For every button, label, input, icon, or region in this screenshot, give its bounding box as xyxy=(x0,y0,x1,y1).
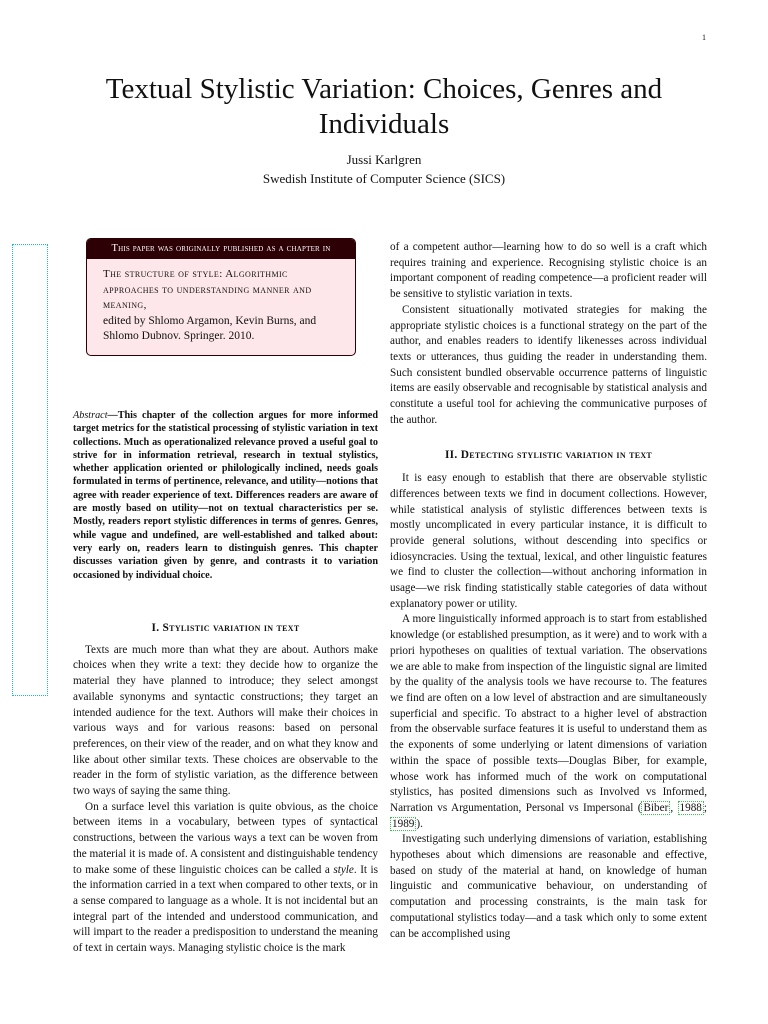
author-affiliation: Swedish Institute of Computer Science (SICS) xyxy=(262,171,506,186)
paragraph-text: A more linguistically informed approach is to start from established knowledge (or established presumption, as it were) and to work with a priori hypotheses on qualities of textual variation. The observations we are able to make from inspection of the linguistic signal are limited by the quality of the analysis tools we have recourse to. The features we find are often on a low level of abstraction and are simultaneously superficial and specific. To abstract to a higher level of abstraction from the observable surface features it is useful to understand them as the exponents of some underlying or latent dimensions of variation within the space of possible texts—Douglas Biber, for example, whose work has informed much of the work on computational stylistics, has posited dimensions such as Involved vs Informed, Narration vs Argumentation, Personal vs Impersonal ( xyxy=(390,613,707,814)
abstract-text: —This chapter of the collection argues for more informed target metrics for the statistical processing of stylistic variation in text collections. Much as operationalized relevance proved a useful goal to strive for in information retrieval, research in textual stylistics, whether application oriented or philologically inclined, needs goals formulated in terms of pertinence, relevance, and utility—notions that agree with reader experience of text. Differences readers are aware of are mostly based on utility—not on textual characteristics per se. Mostly, readers report stylistic differences in terms of genres. Genres, while vague and undefined, are well-established and talked about: very early on, readers learn to distinguish genres. This chapter discusses variation given by genre, and contrasts it to variation occasioned by individual choice. xyxy=(73,410,378,581)
section-1-paragraph-3: Consistent situationally motivated strategies for making the appropriate stylistic choices is a functional strategy on the part of the author, and enables readers to identify likenesses across individual texts or utterances, thus guiding the reader in understanding them. Such consistent bundled observable occurrence patterns of linguistic items are easily observable and recognisable by statistical analysis and constitute a useful tool for achieving the communicative purposes of the author. xyxy=(390,303,707,426)
section-2-paragraph-3: Investigating such underlying dimensions of variation, establishing hypotheses about which dimensions are reasonable and effective, based on study of the material at hand, on knowledge of human linguistic and communicative behaviour, on understanding of computation and processing constraints, is the main task for computational stylistics today—and a task which only to some extent can be accomplished using xyxy=(390,833,707,940)
publication-notice-body xyxy=(87,259,355,355)
abstract xyxy=(73,409,378,582)
citation-link[interactable]: 1988 xyxy=(679,801,702,814)
abstract-label: Abstract xyxy=(73,410,108,421)
emphasis-style: style xyxy=(333,863,354,876)
section-1-heading: I. Stylistic variation in text xyxy=(151,622,300,634)
publication-notice-header: This paper was originally published as a chapter in xyxy=(87,239,355,259)
left-column-body xyxy=(73,621,378,957)
section-2-paragraph-1: It is easy enough to establish that there are observable stylistic differences between texts we find in document collections. However, while statistical analysis of stylistic differences between texts is mostly uncomplicated in every particular instance, it is difficult to provide general solutions, without descending into specifics or idiosyncracies. Using the textual, lexical, and other linguistic features we find to cluster the collection—without anchoring information in usage—we risk finding statistically stable categories of data without explanatory power or utility. xyxy=(390,472,707,610)
author-name: Jussi Karlgren xyxy=(346,152,422,167)
section-1-paragraph-2 xyxy=(73,800,378,957)
right-column-body xyxy=(390,240,707,942)
continued-paragraph: of a competent author—learning how to do so well is a craft which requires training and experience. Recognising stylistic choice is an important component of reading competence—a proficient reader will be sensitive to stylistic variation in texts. xyxy=(390,241,707,301)
publication-notice-box xyxy=(86,238,356,356)
paragraph-text: . It is the information carried in a text when compared to other texts, or in a sense compared to language as a whole. It is not incidental but an integral part of the intended and understood communication, and will impart to the reader a predisposition to understand the meaning of text in certain ways. Managing stylistic choice is the mark xyxy=(73,863,378,955)
section-2-heading: II. Detecting stylistic variation in text xyxy=(444,449,653,462)
paper-title: Textual Stylistic Variation: Choices, Genres and Individuals xyxy=(105,73,663,140)
book-title: The structure of style: Algorithmic approaches to understanding manner and meaning, xyxy=(103,268,312,311)
paragraph-text: On a surface level this variation is quite obvious, as the choice between items in a vocabulary, between types of syntactical constructions, between the various ways a text can be woven from the material it is made of. A consistent and distinguishable tendency to make some of these linguistic choices can be called a xyxy=(73,800,378,876)
section-2-paragraph-2: A more linguistically informed approach is to start from established knowledge (or established presumption, as it were) and to work with a priori hypotheses on qualities of textual variation. The observations we are able to make from inspection of the linguistic signal are limited by the quality of the analysis tools we have recourse to. The features we find are often on a low level of abstraction and are simultaneously superficial and specific. To abstract to a higher level of abstraction from the observable surface features it is useful to understand them as the exponents of some underlying or latent dimensions of variation within the space of possible texts—Douglas Biber, for example, whose work has informed much of the work on computational stylistics, has posited dimensions such as Involved vs Informed, Narration vs Argumentation, Personal vs Impersonal ( Biber , 1988 ; 1989 ). xyxy=(390,613,707,830)
margin-marker xyxy=(12,244,48,696)
citation-link[interactable]: 1989 xyxy=(392,817,415,830)
paragraph-text: ). xyxy=(416,817,423,830)
page-number: 1 xyxy=(702,33,706,42)
section-1-paragraph-1: Texts are much more than what they are about. Authors make choices when they write a text: they decide how to organize the material they have planned to introduce; they select amongst available synonyms and syntactic constructions; they target an intended audience for the text. Authors will make their choices in various ways and for various reasons: based on personal preferences, on their view of the reader, and on what they know and like about other similar texts. These choices are observable to the reader in the form of stylistic variation, as the difference between two ways of saying the same thing. xyxy=(73,643,378,798)
citation-link[interactable]: Biber xyxy=(643,801,669,814)
book-editors: edited by Shlomo Argamon, Kevin Burns, and Shlomo Dubnov. Springer. 2010. xyxy=(103,314,317,343)
